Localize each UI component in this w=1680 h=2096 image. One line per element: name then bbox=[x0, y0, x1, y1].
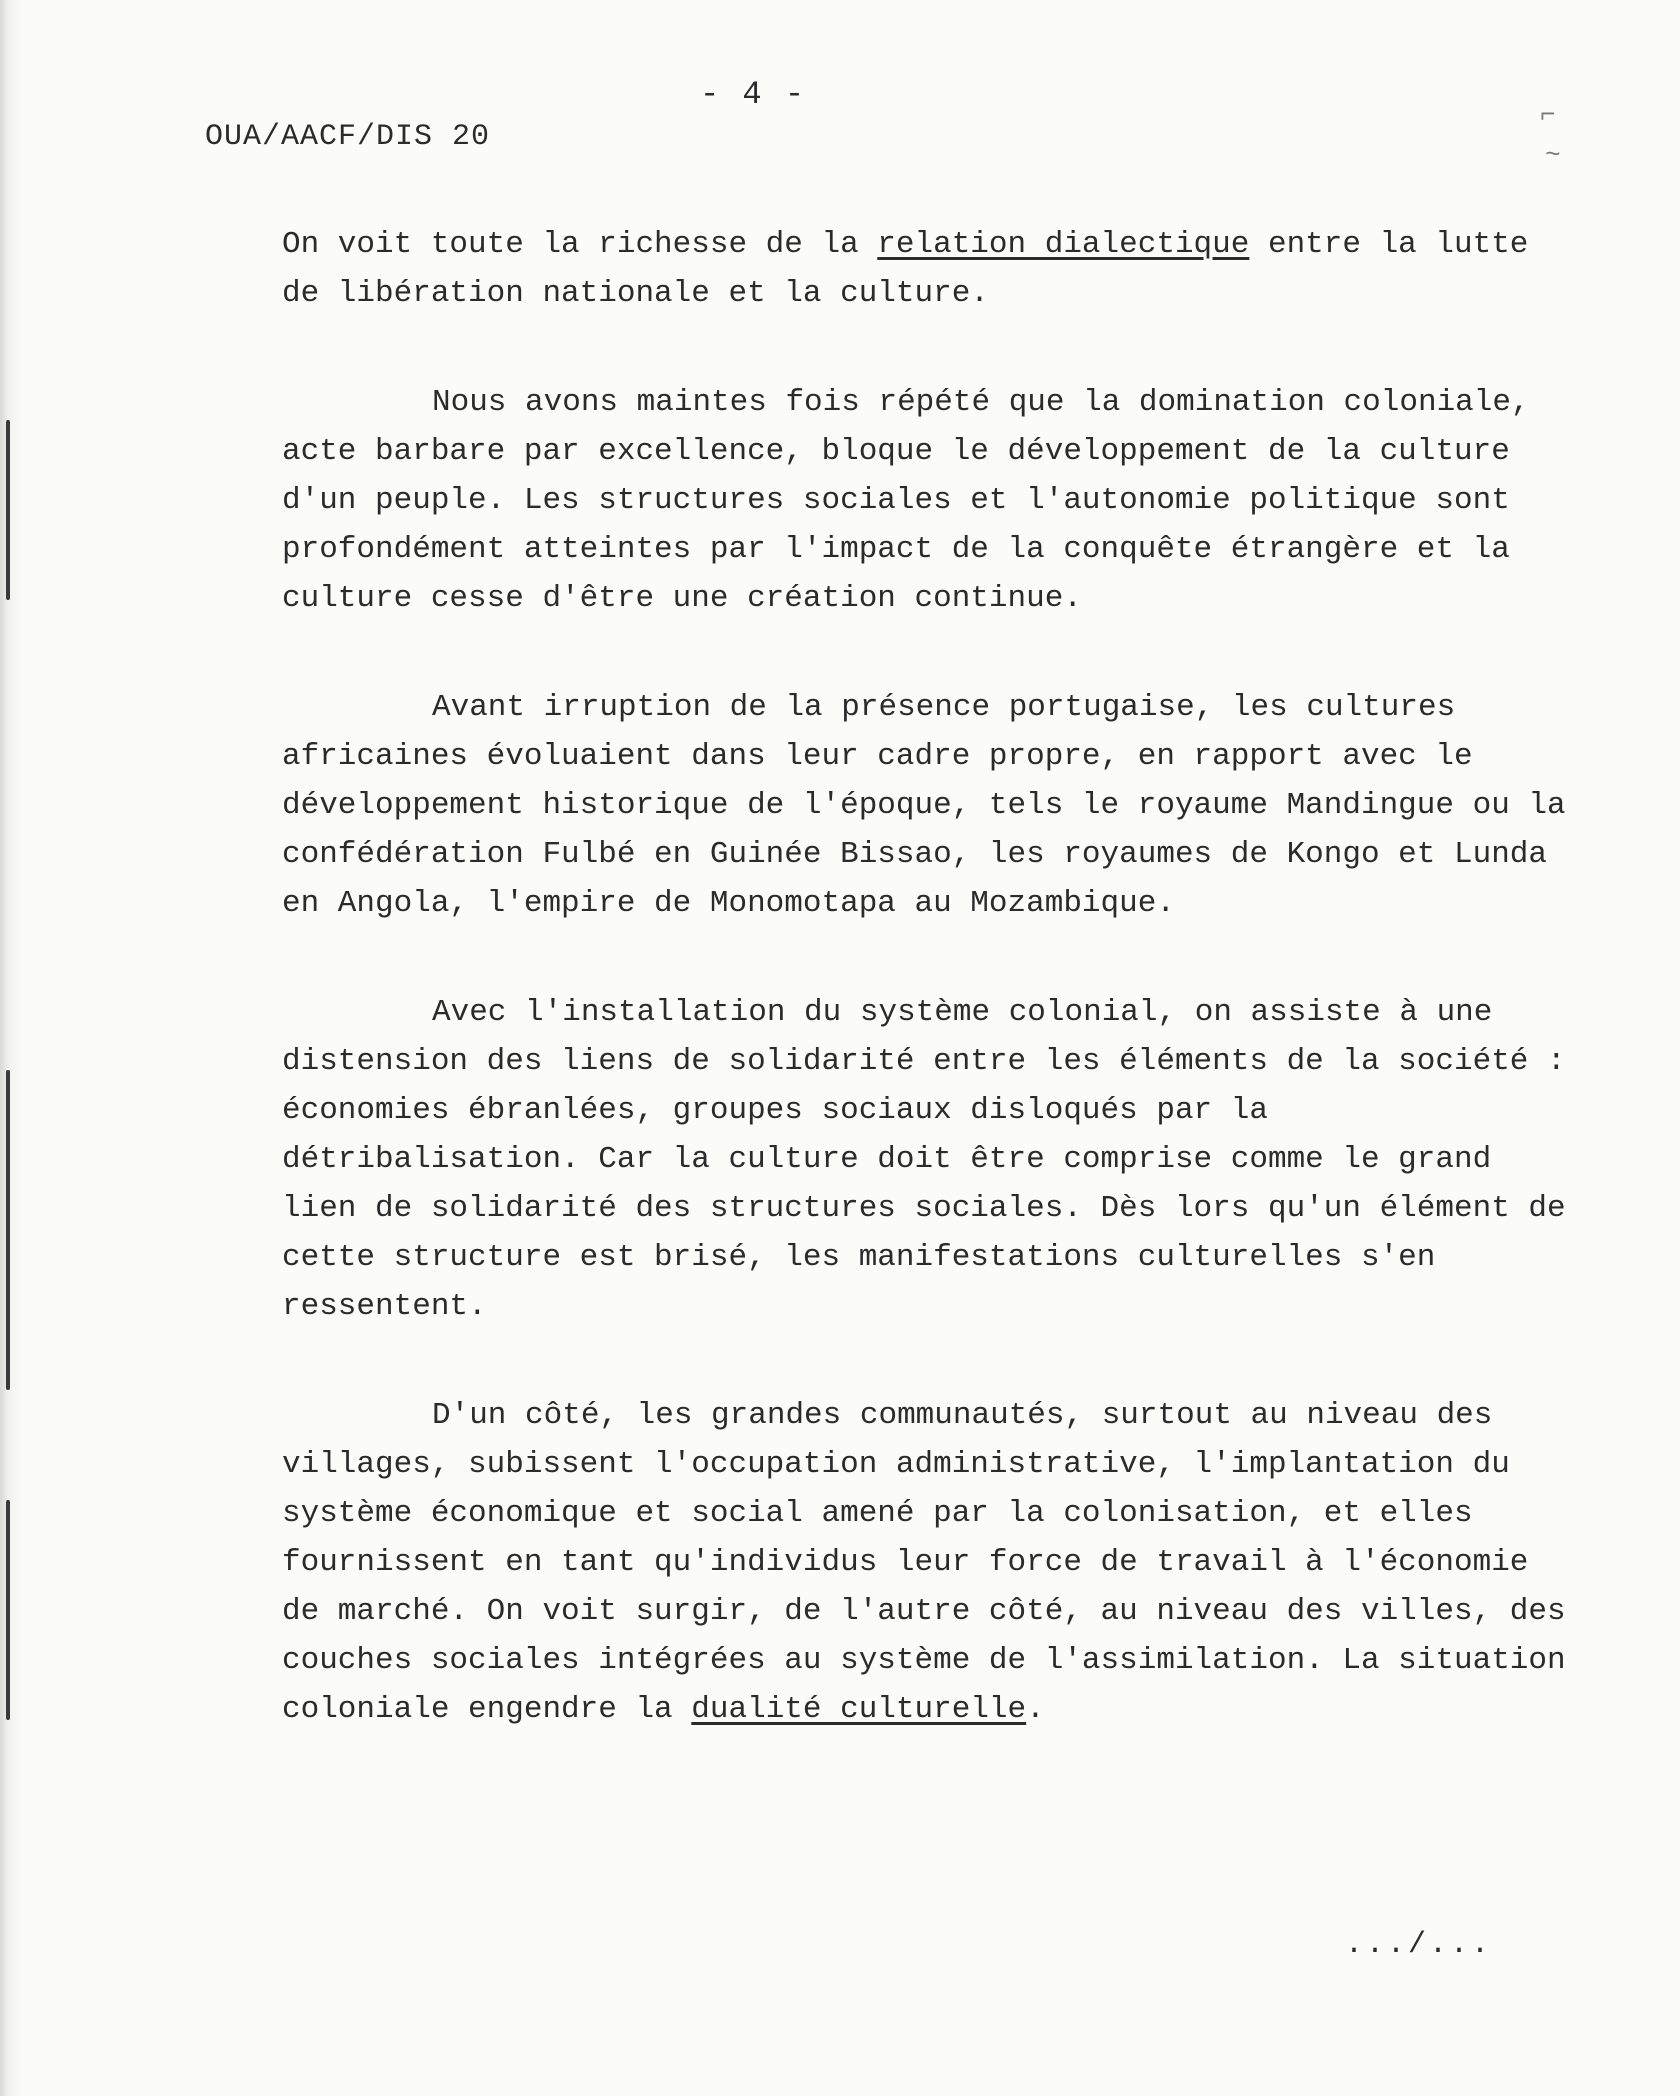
scan-edge-mark bbox=[6, 1500, 10, 1720]
pencil-mark-icon: ⌐ bbox=[1540, 100, 1556, 130]
paragraph-text: D'un côté, les grandes communautés, surtout au niveau des villages, subissent l'occupation administrative, l'implantation du système économique et social amené par la colonisation, et elles fournissent en tant qu'individus leur force de travail à l'économie de marché. On voit surgir, de l'autre côté, au niveau des villes, des couches sociales intégrées au système de l'assimilation. La situation coloniale engendre la bbox=[282, 1398, 1566, 1727]
document-reference: OUA/AACF/DIS 20 bbox=[205, 120, 491, 154]
paragraph-text: . bbox=[1026, 1692, 1045, 1727]
scan-edge-mark bbox=[6, 1070, 10, 1390]
page-number: - 4 - bbox=[700, 76, 807, 113]
paragraph-text: Nous avons maintes fois répété que la domination coloniale, acte barbare par excellence, bloque le développement de la culture d'un peuple. Les structures sociales et l'autonomie politique sont profondément atteintes par l'impact de la conquête étrangère et la culture cesse d'être une création continue. bbox=[282, 385, 1530, 616]
paragraph-text: entre la lutte de libération nationale et la culture. bbox=[282, 227, 1529, 311]
scan-edge-mark bbox=[6, 420, 10, 600]
document-body bbox=[282, 220, 1582, 1794]
continuation-marker: .../... bbox=[1345, 1928, 1493, 1962]
underlined-phrase: relation dialectique bbox=[877, 227, 1250, 262]
underlined-phrase: dualité culturelle bbox=[691, 1692, 1027, 1727]
paragraph-p1 bbox=[282, 220, 1582, 318]
scanned-page-edge bbox=[0, 0, 22, 2096]
paragraph-p4 bbox=[282, 988, 1582, 1331]
paragraph-p2 bbox=[282, 378, 1582, 623]
paragraph-text: On voit toute la richesse de la bbox=[282, 227, 878, 262]
paragraph-p3 bbox=[282, 683, 1582, 928]
paragraph-text: Avant irruption de la présence portugaise, les cultures africaines évoluaient dans leur cadre propre, en rapport avec le développement historique de l'époque, tels le royaume Mandingue ou la confédération Fulbé en Guinée Bissao, les royaumes de Kongo et Lunda en Angola, l'empire de Monomotapa au Mozambique. bbox=[282, 690, 1566, 921]
paragraph-p5 bbox=[282, 1391, 1582, 1734]
pencil-mark-icon: ~ bbox=[1545, 140, 1561, 170]
paragraph-text: Avec l'installation du système colonial, on assiste à une distension des liens de solidarité entre les éléments de la société : économies ébranlées, groupes sociaux disloqués par la détribalisation. Car la culture doit être comprise comme le grand lien de solidarité des structures sociales. Dès lors qu'un élément de cette structure est brisé, les manifestations culturelles s'en ressentent. bbox=[282, 995, 1566, 1324]
